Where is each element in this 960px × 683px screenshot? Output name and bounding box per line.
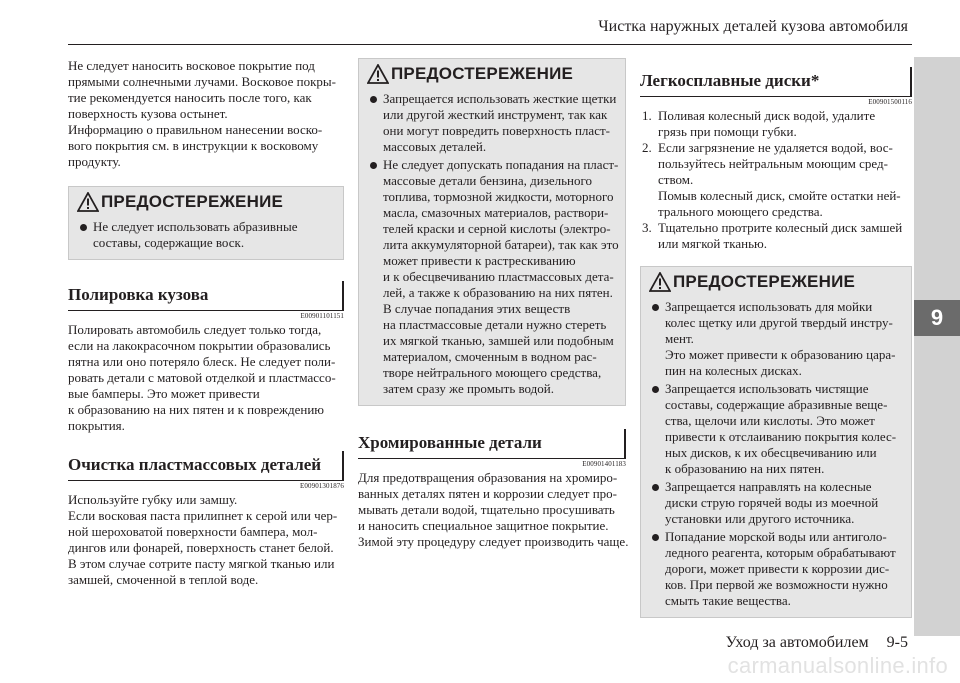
warning-triangle-icon — [649, 272, 671, 292]
text-line: В случае попадания этих веществ — [383, 301, 571, 316]
text-line: установки или другого источника. — [665, 511, 855, 526]
warning-item — [641, 479, 905, 527]
heading-bar — [342, 281, 344, 311]
text-line: Не следует допускать попадания на пласт- — [383, 157, 619, 172]
text-line: дороги, может привести к коррозии дис- — [665, 561, 890, 576]
text-line: ной шероховатой поверхности бампера, мол- — [68, 524, 318, 539]
text-line: ства, щелочи или кислоты. Это может — [665, 413, 875, 428]
text-line: или другой жесткий инструмент, так как — [383, 107, 608, 122]
warning-box — [358, 58, 626, 406]
bullet-icon — [370, 96, 377, 103]
section-code: E00901401183 — [582, 460, 626, 468]
text-line: ных дисков, к их обесцвечиванию или — [665, 445, 877, 460]
text-line: Информацию о правильном нанесении воско- — [68, 122, 323, 137]
text-line: продукту. — [68, 154, 121, 169]
text-line: топлива, тормозной жидкости, моторного — [383, 189, 614, 204]
warning-item — [69, 219, 337, 251]
text-line: пятна или оно потеряло блеск. Не следует поли- — [68, 354, 336, 369]
section-title: Легкосплавные диски* — [640, 71, 820, 90]
text-line: В этом случае сотрите пасту мягкой тканью или — [68, 556, 335, 571]
section-heading-chrome — [358, 420, 626, 459]
text-line: на пластмассовые детали нужно стереть — [383, 317, 607, 332]
column-2 — [358, 58, 629, 550]
bullet-icon — [370, 162, 377, 169]
text-line: ванных деталях пятен и коррозии следует про- — [358, 486, 618, 501]
text-line: Помыв колесный диск, смойте остатки ней- — [658, 188, 901, 203]
bullet-icon — [652, 484, 659, 491]
text-line: к образованию на них пятен. — [665, 461, 825, 476]
section-heading-alloy-wheels — [640, 58, 912, 97]
bullet-icon — [652, 534, 659, 541]
text-line: Запрещается использовать чистящие — [665, 381, 869, 396]
text-line: пин на колесных дисках. — [665, 363, 802, 378]
text-line: Полировать автомобиль следует только тогда, — [68, 322, 322, 337]
step-item — [640, 220, 912, 252]
text-line: ством. — [658, 172, 694, 187]
text-line: покрытия. — [68, 418, 125, 433]
text-line: Запрещается направлять на колесные — [665, 479, 872, 494]
step-number: 3. — [642, 220, 652, 235]
text-line: телей краски и серной кислоты (электро- — [383, 221, 611, 236]
text-line: Если восковая паста прилипнет к серой или чер- — [68, 508, 338, 523]
section-title: Полировка кузова — [68, 285, 209, 304]
step-number: 1. — [642, 108, 652, 123]
warning-item — [641, 381, 905, 477]
column-3 — [640, 58, 912, 618]
text-line: массовых деталей. — [383, 139, 487, 154]
text-line: затем сразу же промыть водой. — [383, 381, 555, 396]
section-title: Очистка пластмассовых деталей — [68, 455, 322, 474]
text-line: колес щетку или другой твердый инстру- — [665, 315, 893, 330]
text-line: Тщательно протрите колесный диск замшей — [658, 220, 903, 235]
warning-title: ПРЕДОСТЕРЕЖЕНИЕ — [101, 192, 284, 211]
text-line: Если загрязнение не удаляется водой, вос- — [658, 140, 893, 155]
text-line: Запрещается использовать для мойки — [665, 299, 873, 314]
warning-triangle-icon — [367, 64, 389, 84]
text-line: ледного реагента, которым обрабатывают — [665, 545, 896, 560]
text-line: масла, смазочных материалов, раствори- — [383, 205, 609, 220]
warning-item — [359, 157, 619, 397]
text-line: Поливая колесный диск водой, удалите — [658, 108, 876, 123]
header-rule — [68, 44, 912, 45]
text-line: привести к отслаиванию покрытия колес- — [665, 429, 897, 444]
warning-item — [641, 529, 905, 609]
warning-title: ПРЕДОСТЕРЕЖЕНИЕ — [673, 272, 856, 291]
chapter-tab-strip — [914, 57, 960, 636]
chrome-text — [358, 470, 629, 550]
text-line: ков. При первой же возможности нужно — [665, 577, 888, 592]
step-item — [640, 140, 912, 220]
text-line: лита аккумуляторной батареи), так как это — [383, 237, 619, 252]
warning-item — [359, 91, 619, 155]
text-line: или мягкой тканью. — [658, 236, 767, 251]
warning-body — [641, 297, 911, 617]
text-line: Запрещается использовать жесткие щетки — [383, 91, 617, 106]
page-footer — [726, 634, 908, 652]
text-line: поверхность кузова остынет. — [68, 106, 228, 121]
text-line: трального моющего средства. — [658, 204, 823, 219]
heading-bar — [342, 451, 344, 481]
text-line: диски струю горячей воды из моечной — [665, 495, 879, 510]
warning-triangle-icon — [77, 192, 99, 212]
text-line: Это может привести к образованию цара- — [665, 347, 896, 362]
section-code: E00901101151 — [300, 312, 344, 320]
text-line: лей, а также к образованию на них пятен. — [383, 285, 613, 300]
plastic-text — [68, 492, 344, 588]
text-line: смыть такие вещества. — [665, 593, 791, 608]
polishing-text — [68, 322, 344, 434]
warning-header — [359, 59, 625, 89]
bullet-icon — [80, 224, 87, 231]
text-line: пользуйтесь нейтральным моющим сред- — [658, 156, 888, 171]
text-line: грязь при помощи губки. — [658, 124, 797, 139]
step-number: 2. — [642, 140, 652, 155]
running-header: Чистка наружных деталей кузова автомобиля — [598, 18, 908, 35]
text-line: мывать детали водой, тщательно просушивать — [358, 502, 615, 517]
watermark: carmanualsonline.info — [727, 653, 948, 678]
section-title: Хромированные детали — [358, 433, 542, 452]
warning-header — [641, 267, 911, 297]
text-line: материалом, смоченным в водном рас- — [383, 349, 597, 364]
text-line: составы, содержащие воск. — [93, 235, 245, 250]
column-1 — [68, 58, 344, 588]
footer-chapter: Уход за автомобилем — [725, 634, 869, 651]
text-line: замшей, смоченной в теплой воде. — [68, 572, 259, 587]
text-line: творе нейтрального моющего средства, — [383, 365, 602, 380]
warning-body — [69, 217, 343, 259]
page-number: 9-5 — [886, 634, 908, 651]
text-line: дингов или фонарей, поверхность станет белой. — [68, 540, 334, 555]
text-line: их мягкой тканью, замшей или подобным — [383, 333, 614, 348]
heading-bar — [624, 429, 626, 459]
cleaning-steps — [640, 108, 912, 252]
warning-body — [359, 89, 625, 405]
section-heading-polishing — [68, 272, 344, 311]
text-line: и к обесцвечиванию пластмассовых дета- — [383, 269, 614, 284]
text-line: Для предотвращения образования на хромиро- — [358, 470, 618, 485]
warning-box — [68, 186, 344, 260]
bullet-icon — [652, 304, 659, 311]
text-line: Попадание морской воды или антиголо- — [665, 529, 887, 544]
text-line: массовые детали бензина, дизельного — [383, 173, 592, 188]
text-line: вые бамперы. Это может привести — [68, 386, 260, 401]
text-line: Используйте губку или замшу. — [68, 492, 238, 507]
text-line: Не следует наносить восковое покрытие под — [68, 58, 315, 73]
text-line: Не следует использовать абразивные — [93, 219, 298, 234]
text-line: может привести к растрескиванию — [383, 253, 576, 268]
text-line: ровать детали с матовой отделкой и пластмассо- — [68, 370, 336, 385]
step-item — [640, 108, 912, 140]
section-heading-plastic — [68, 442, 344, 481]
warning-box — [640, 266, 912, 618]
section-code: E00901500116 — [868, 98, 912, 106]
text-line: тие рекомендуется наносить после того, как — [68, 90, 312, 105]
warning-title: ПРЕДОСТЕРЕЖЕНИЕ — [391, 64, 574, 83]
text-line: они могут повредить поверхность пласт- — [383, 123, 610, 138]
chapter-tab-number: 9 — [914, 300, 960, 336]
text-line: Зимой эту процедуру следует производить чаще. — [358, 534, 629, 549]
text-line: к образованию на них пятен и к повреждению — [68, 402, 324, 417]
text-line: прямыми солнечными лучами. Восковое покры- — [68, 74, 336, 89]
heading-bar — [910, 67, 912, 97]
text-line: составы, содержащие абразивные веще- — [665, 397, 888, 412]
text-line: если на лакокрасочном покрытии образовались — [68, 338, 331, 353]
warning-header — [69, 187, 343, 217]
wax-intro — [68, 58, 344, 170]
warning-item — [641, 299, 905, 379]
text-line: мент. — [665, 331, 694, 346]
bullet-icon — [652, 386, 659, 393]
text-line: и наносить специальное защитное покрытие. — [358, 518, 609, 533]
text-line: вого покрытия см. в инструкции к восковому — [68, 138, 319, 153]
section-code: E00901301876 — [300, 482, 344, 490]
